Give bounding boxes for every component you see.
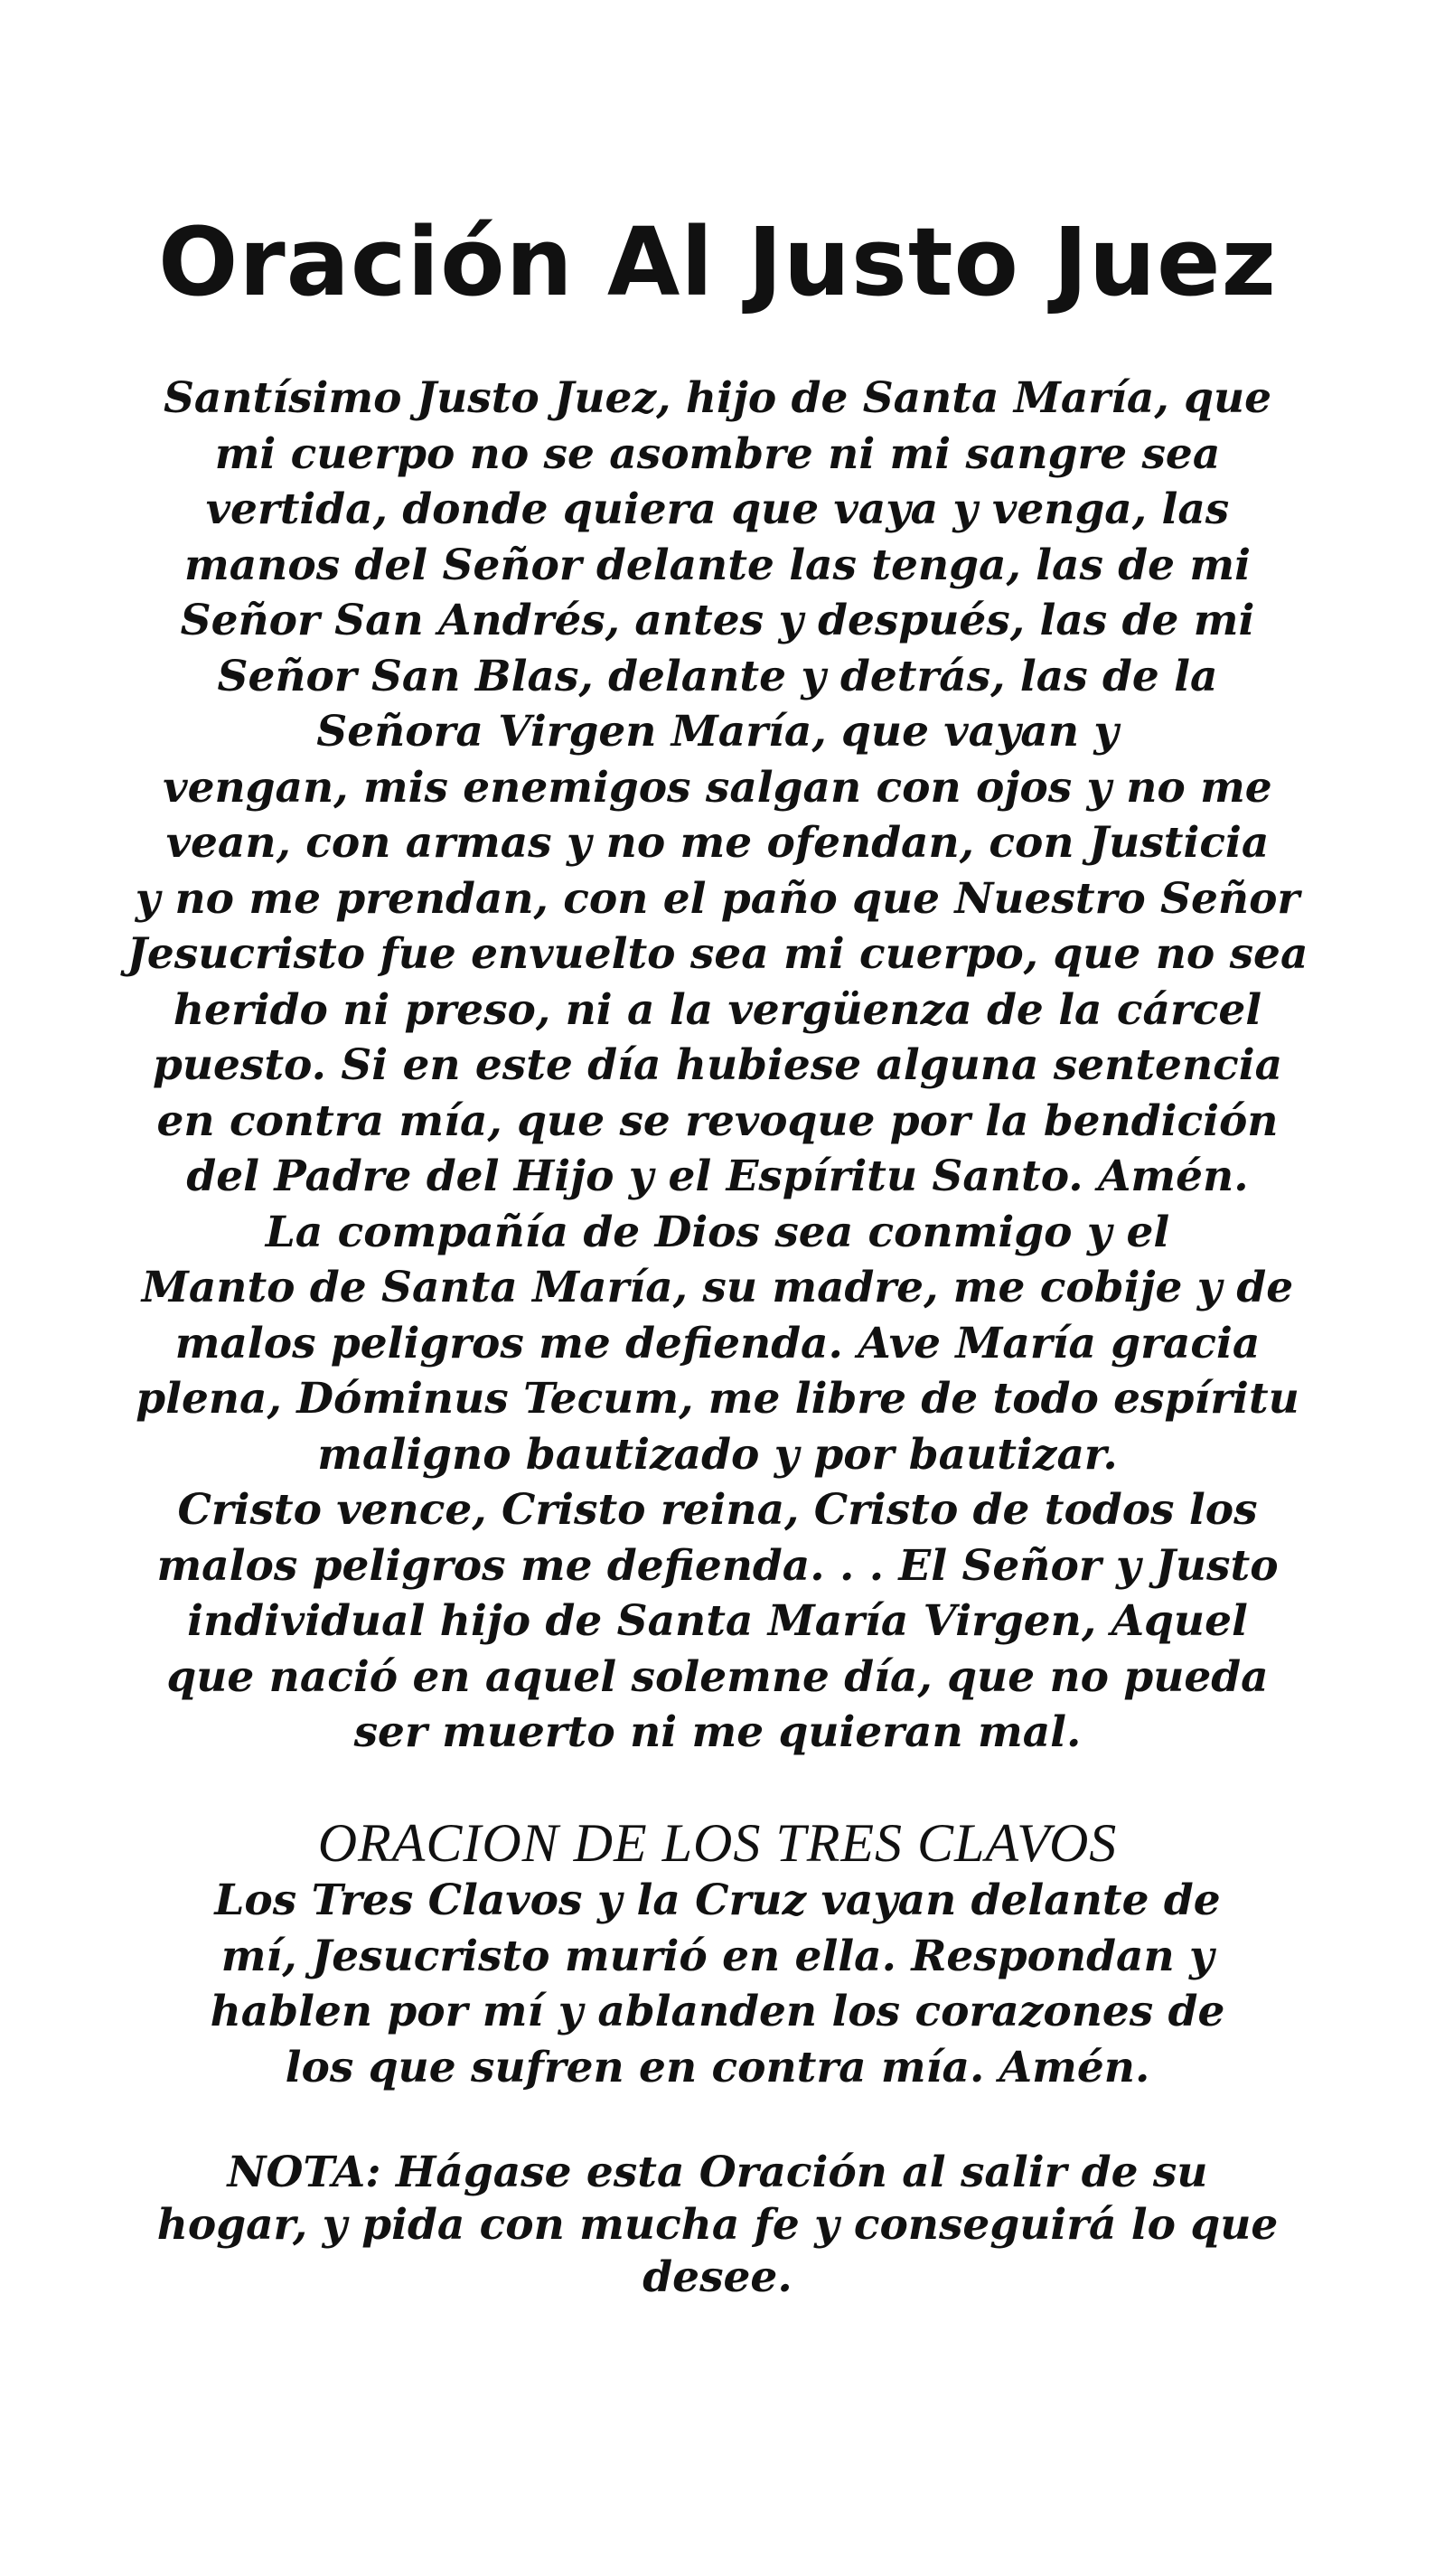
prayer-line: y no me prendan, con el paño que Nuestro Señor <box>135 873 1300 924</box>
prayer-line: manos del Señor delante las tenga, las de mi <box>183 540 1252 590</box>
prayer-line: vengan, mis enemigos salgan con ojos y no me <box>163 762 1272 813</box>
prayer-line: mi cuerpo no se asombre ni mi sangre sea <box>214 428 1221 479</box>
page-title: Oración Al Justo Juez <box>157 207 1278 317</box>
nota-line: desee. <box>642 2252 793 2302</box>
prayer-line: Señor San Andrés, antes y después, las de mi <box>180 596 1255 645</box>
prayer-line: Jesucristo fue envuelto sea mi cuerpo, que no sea <box>127 929 1308 979</box>
section-heading: ORACION DE LOS TRES CLAVOS <box>317 1813 1118 1873</box>
clavos-line: Los Tres Clavos y la Cruz vayan delante de <box>214 1876 1221 1925</box>
prayer-line: ser muerto ni me quieran mal. <box>353 1707 1082 1757</box>
prayer-line: que nació en aquel solemne día, que no pueda <box>166 1651 1269 1702</box>
nota-paragraph <box>90 2147 1345 2304</box>
prayer-line: Señor San Blas, delante y detrás, las de la <box>217 651 1218 701</box>
prayer-line: puesto. Si en este día hubiese alguna sentencia <box>152 1040 1283 1090</box>
nota-line: NOTA: Hágase esta Oración al salir de su <box>227 2148 1208 2197</box>
clavos-line: hablen por mí y ablanden los corazones de <box>210 1987 1225 2036</box>
tres-clavos-prayer <box>90 1873 1345 2095</box>
nota-line: hogar, y pida con mucha fe y conseguirá lo que <box>156 2200 1279 2250</box>
prayer-line: Santísimo Justo Juez, hijo de Santa María, que <box>163 373 1272 423</box>
prayer-line: del Padre del Hijo y el Espíritu Santo. Amén. <box>186 1152 1249 1201</box>
prayer-line: herido ni preso, ni a la vergüenza de la cárcel <box>173 984 1262 1035</box>
prayer-line: vertida, donde quiera que vaya y venga, las <box>205 484 1230 534</box>
prayer-line: Cristo vence, Cristo reina, Cristo de todos los <box>177 1485 1258 1535</box>
clavos-line: los que sufren en contra mía. Amén. <box>285 2042 1150 2092</box>
clavos-line: mí, Jesucristo murió en ella. Respondan y <box>220 1931 1215 1981</box>
prayer-body <box>90 371 1345 1761</box>
prayer-line: malos peligros me defienda. Ave María gracia <box>174 1318 1261 1368</box>
prayer-line: plena, Dóminus Tecum, me libre de todo espíritu <box>136 1374 1299 1424</box>
prayer-line: maligno bautizado y por bautizar. <box>317 1429 1118 1480</box>
prayer-line: individual hijo de Santa María Virgen, Aquel <box>187 1596 1248 1646</box>
prayer-line: La compañía de Dios sea conmigo y el <box>265 1207 1170 1257</box>
prayer-line: Manto de Santa María, su madre, me cobije y de <box>141 1263 1294 1312</box>
prayer-line: Señora Virgen María, que vayan y <box>316 707 1119 757</box>
prayer-line: vean, con armas y no me ofendan, con Justicia <box>165 818 1270 868</box>
prayer-line: en contra mía, que se revoque por la bendición <box>156 1095 1279 1146</box>
prayer-line: malos peligros me defienda. . . El Señor y Justo <box>156 1540 1279 1591</box>
